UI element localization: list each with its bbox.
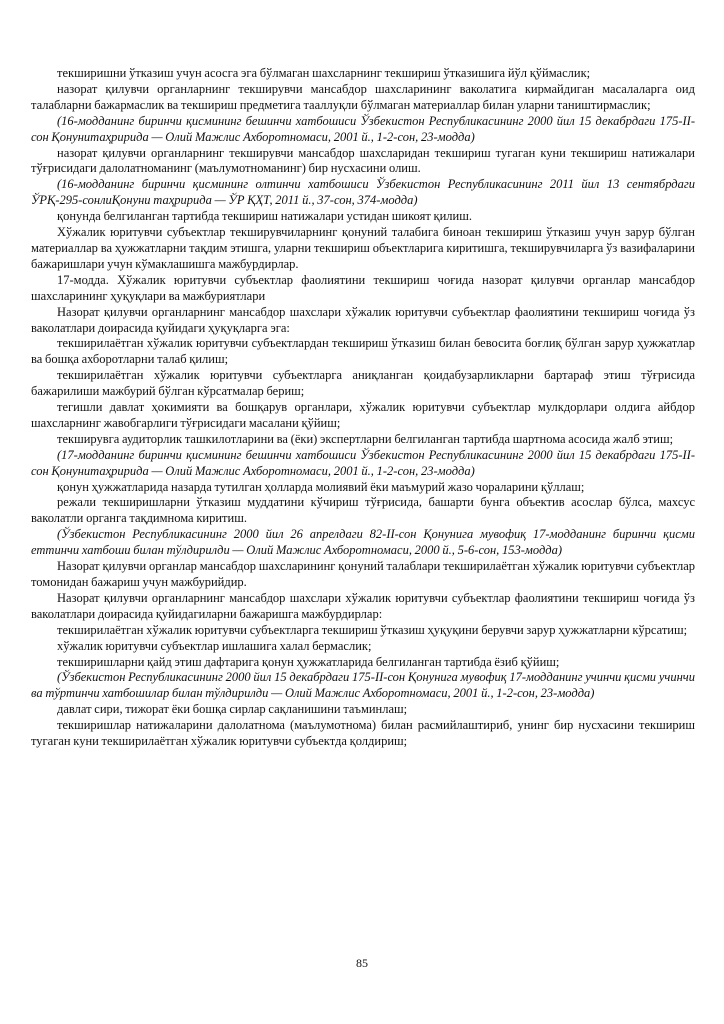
paragraph: Назорат қилувчи органлар мансабдор шахсларининг қонуний талаблари текширилаётган хўжалик юритувчи субъектлар томонидан бажариш учун мажбурийдир. (31, 559, 695, 589)
amendment-note: (17-модданинг биринчи қисмининг бешинчи хатбошиси Ўзбекистон Республикасининг 2000 йил 15 декабрдаги 175-II-сон Қонунитаҳририда — Олий Мажлис Ахборотномаси, 2001 й., 1-2-сон, 23-модда) (31, 447, 695, 478)
paragraph: Хўжалик юритувчи субъектлар текширувчиларнинг қонуний талабига биноан текшириш ўтказиш учун зарур бўлган материаллар ва ҳужжатларни тақдим этишга, уларни текшириш объектларига киритишга, текширувчиларга ўз вазифаларини бажаришлари учун кўмаклашишга мажбурдирлар. (31, 225, 695, 271)
paragraph: текширилаётган хўжалик юритувчи субъектларга текшириш ўтказиш ҳуқуқини берувчи зарур ҳужжатларни кўрсатиш; (57, 622, 688, 637)
page-number: 85 (356, 956, 368, 970)
paragraph: назорат қилувчи органларнинг текширувчи мансабдор шахсларининг ваколатига кирмайдиган масалаларга оид талабларни бажармаслик ва текшириш предметига тааллуқли бўлмаган материаллар билан уларни таништирмаслик; (31, 81, 695, 112)
paragraph: тегишли давлат ҳокимияти ва бошқарув органлари, хўжалик юритувчи субъектлар мулкдорлари олдига айбдор шахсларнинг жавобгарлиги тўғрисидаги масалани қўйиш; (31, 400, 695, 430)
paragraph: текширишлар натижаларини далолатнома (маълумотнома) билан расмийлаштириб, унинг бир нусхасини текшириш тугаган куни текширилаётган хўжалик юритувчи субъектда қолдириш; (31, 718, 695, 749)
paragraph: назорат қилувчи органларнинг текширувчи мансабдор шахсларидан текшириш тугаган куни текшириш натижалари тўғрисидаги далолатноманинг (маълумотноманинг) бир нусхасини олиш. (31, 145, 695, 176)
amendment-note: (Ўзбекистон Республикасининг 2000 йил 15 декабрдаги 175-II-сон Қонунига мувофиқ 17-модданинг учинчи қисми учинчи ва тўртинчи хатбошилар билан тўлдирилди — Олий Мажлис Ахборотномаси, 2001 й., 1-2-сон, 23-модда) (31, 670, 695, 701)
document-page (31, 66, 695, 750)
article-heading: 17-модда. Хўжалик юритувчи субъектлар фаолиятини текшириш чоғида назорат қилувчи органлар мансабдор шахсларининг ҳуқуқлари ва мажбуриятлари (31, 272, 695, 303)
paragraph: текширишларни қайд этиш дафтарига қонун ҳужжатларида белгиланган тартибда ёзиб қўйиш; (57, 654, 560, 669)
paragraph: текширилаётган хўжалик юритувчи субъектлардан текшириш ўтказиш билан бевосита боғлиқ бўлган зарур ҳужжатлар ва бошқа ахборотларни талаб қилиш; (31, 336, 695, 367)
amendment-note: (Ўзбекистон Республикасининг 2000 йил 26 апрелдаги 82-II-сон Қонунига мувофиқ 17-модданинг биринчи қисми еттинчи хатбоши билан тўлдирилди — Олий Мажлис Ахборотномаси, 2000 й., 5-6-сон, 153-модда) (31, 527, 695, 558)
paragraph: текширувга аудиторлик ташкилотларини ва (ёки) экспертларни белгиланган тартибда шартнома асосида жалб этиш; (57, 431, 674, 446)
paragraph: хўжалик юритувчи субъектлар ишлашига халал бермаслик; (57, 638, 372, 653)
amendment-note: (16-модданинг биринчи қисмининг олтинчи хатбошиси Ўзбекистон Республикасининг 2011 йил 13 сентябрдаги ЎРҚ-295-сонлиҚонуни таҳририда — ЎР ҚҲТ, 2011 й., 37-сон, 374-модда) (31, 177, 695, 208)
paragraph: қонунда белгиланган тартибда текшириш натижалари устидан шикоят қилиш. (57, 209, 472, 224)
paragraph: текширилаётган хўжалик юритувчи субъектларга аниқланган қоидабузарликларни бартараф этиш тўғрисида бажарилиши мажбурий бўлган кўрсатмалар бериш; (31, 368, 695, 399)
paragraph: текширишни ўтказиш учун асосга эга бўлмаган шахсларнинг текшириш ўтказишига йўл қўймаслик; (57, 66, 591, 80)
paragraph: қонун ҳужжатларида назарда тутилган ҳолларда молиявий ёки маъмурий жазо чораларини қўллаш; (57, 479, 585, 494)
paragraph: режали текширишларни ўтказиш муддатини кўчириш тўғрисида, башарти бунга объектив асослар бўлса, махсус ваколатли органга тақдимнома киритиш. (31, 495, 695, 526)
paragraph: Назорат қилувчи органларнинг мансабдор шахслари хўжалик юритувчи субъектлар фаолиятини текшириш чоғида ўз ваколатлари доирасида қуйидаги ҳуқуқларга эга: (31, 304, 695, 335)
paragraph: Назорат қилувчи органларнинг мансабдор шахслари хўжалик юритувчи субъектлар фаолиятини текшириш чоғида ўз ваколатлари доирасида қуйидагиларни бажаришга мажбурдирлар: (31, 590, 695, 621)
paragraph: давлат сири, тижорат ёки бошқа сирлар сақланишини таъминлаш; (57, 702, 408, 717)
amendment-note: (16-модданинг биринчи қисмининг бешинчи хатбошиси Ўзбекистон Республикасининг 2000 йил 15 декабрдаги 175-II-сон Қонунитаҳририда — Олий Мажлис Ахборотномаси, 2001 й., 1-2-сон, 23-модда) (31, 113, 695, 144)
